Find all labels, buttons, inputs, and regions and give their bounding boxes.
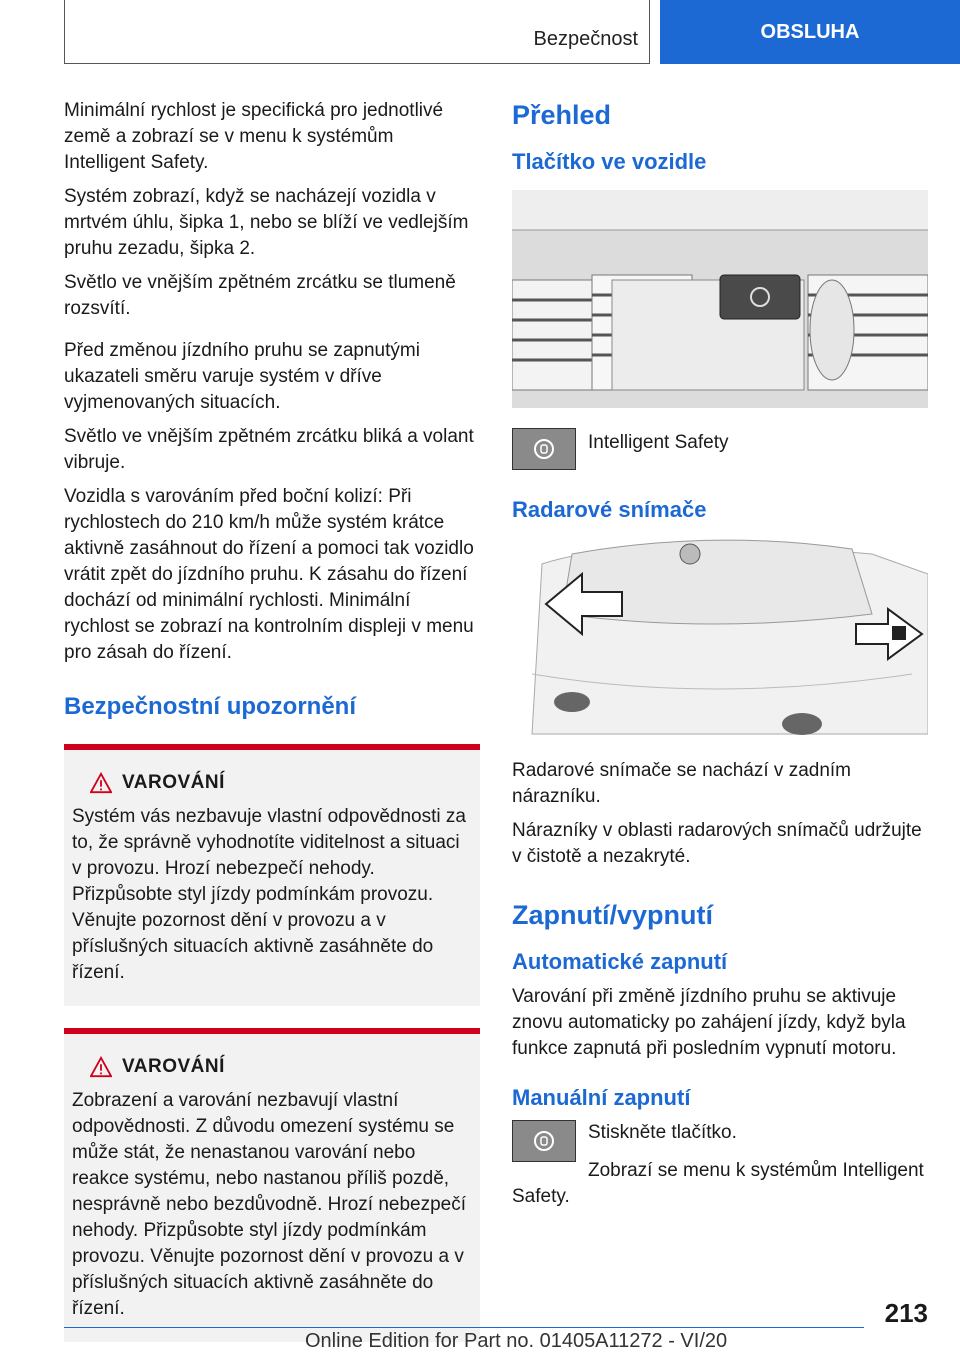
warning-triangle-icon xyxy=(90,772,112,794)
intelligent-safety-button-icon-2[interactable] xyxy=(512,1120,576,1162)
manual-step-2: Zobrazí se menu k systémům Intelligent Safety. xyxy=(512,1160,924,1207)
paragraph-lane-change: Před změnou jízdního pruhu se zapnutými ukazateli směru varuje systém v dříve vyjmenovaných situacích. xyxy=(64,340,420,413)
warning-triangle-icon xyxy=(90,1056,112,1078)
paragraph-mirror-light: Světlo ve vnějším zpětném zrcátku se tlumeně rozsvítí. xyxy=(64,272,456,319)
footer-divider xyxy=(64,1327,864,1328)
right-column xyxy=(512,98,928,1218)
manual-on-row xyxy=(512,1120,928,1162)
car-shield-icon xyxy=(533,438,555,460)
manual-on-heading: Manuální zapnutí xyxy=(512,1085,691,1110)
header-tab-obsluha[interactable]: OBSLUHA xyxy=(660,0,960,64)
page-number: 213 xyxy=(884,1298,928,1328)
warning-text-1: Systém vás nezbavuje vlastní odpovědnosti za to, že správně vyhodnotíte viditelnost a situaci v provozu. Hrozí nebezpečí nehody. Přizpůsobte styl jízdy podmínkám provozu. Věnujte pozornost dění v provozu a v příslušných situacích aktivně zasáhněte do řízení. xyxy=(72,806,466,983)
left-column xyxy=(64,98,480,1356)
paragraph-min-speed: Minimální rychlost je specifická pro jednotlivé země a zobrazí se v menu k systémům Intelligent Safety. xyxy=(64,100,444,173)
rear-bumper-photo xyxy=(512,534,928,744)
dashboard-button-photo xyxy=(512,190,928,408)
radar-paragraph-1: Radarové snímače se nachází v zadním nárazníku. xyxy=(512,760,852,807)
paragraph-display: Systém zobrazí, když se nacházejí vozidla v mrtvém úhlu, šipka 1, nebo se blíží ve vedlejším pruhu zezadu, šipka 2. xyxy=(64,186,469,259)
paragraph-side-collision: Vozidla s varováním před boční kolizí: Při rychlostech do 210 km/h může systém krátce aktivně zasáhnout do řízení a pomoci tak vozidlo vrátit zpět do jízdního pruhu. K zásahu do řízení dochází od minimální rychlosti. Minimální rychlost se zobrazí na kontrolním displeji v menu pro zásah do řízení. xyxy=(64,486,474,663)
paragraph-mirror-blink: Světlo ve vnějším zpětném zrcátku bliká a volant vibruje. xyxy=(64,426,474,473)
warning-title-1 xyxy=(90,772,472,794)
intelligent-safety-label: Intelligent Safety xyxy=(588,432,729,453)
radar-sensors-heading: Radarové snímače xyxy=(512,497,707,522)
intelligent-safety-legend xyxy=(512,428,928,470)
header-section-title: Bezpečnost xyxy=(533,28,638,50)
safety-heading: Bezpečnostní upozornění xyxy=(64,693,357,720)
car-shield-icon xyxy=(533,1130,555,1152)
auto-on-heading: Automatické zapnutí xyxy=(512,949,728,974)
overview-heading: Přehled xyxy=(512,100,612,130)
on-off-heading: Zapnutí/vypnutí xyxy=(512,900,713,930)
radar-paragraph-2: Nárazníky v oblasti radarových snímačů udržujte v čistotě a nezakryté. xyxy=(512,820,922,867)
warning-text-2: Zobrazení a varování nezbavují vlastní odpovědnosti. Z důvodu omezení systému se může stát, že nenastanou varování nebo reakce systému, nebo nastanou příliš pozdě, nesprávně nebo bezdůvodně. Hrozí nebezpečí nehody. Přizpůsobte styl jízdy podmínkám provozu. Věnujte pozornost dění v provozu a v příslušných situacích aktivně zasáhněte do řízení. xyxy=(72,1090,466,1319)
manual-step-1: Stiskněte tlačítko. xyxy=(588,1122,737,1143)
warning-title-text-2: VAROVÁNÍ xyxy=(122,1056,225,1077)
button-in-car-heading: Tlačítko ve vozidle xyxy=(512,149,707,174)
warning-title-text-1: VAROVÁNÍ xyxy=(122,772,225,793)
intelligent-safety-button-icon[interactable] xyxy=(512,428,576,470)
warning-box-1 xyxy=(64,744,480,1006)
warning-box-2 xyxy=(64,1028,480,1342)
warning-title-2 xyxy=(90,1056,472,1078)
footer-edition: Online Edition for Part no. 01405A11272 - VI/20 xyxy=(305,1330,728,1352)
auto-on-paragraph: Varování při změně jízdního pruhu se aktivuje znovu automaticky po zahájení jízdy, když byla funkce zapnutá při posledním vypnutí motoru. xyxy=(512,986,906,1059)
